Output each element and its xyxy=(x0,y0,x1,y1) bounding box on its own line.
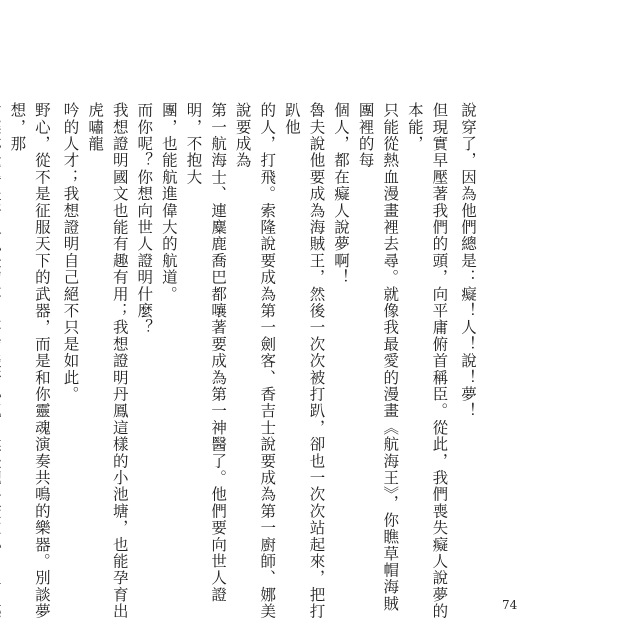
paragraph-5: 我想證明國文也能有趣有用；我想證明丹鳳這樣的小池塘，也能孕育出虎嘯龍 吟的人才；我想證明自己絕不只是如此。 xyxy=(61,102,129,620)
paragraph-6: 野心，從不是征服天下的武器，而是和你靈魂演奏共鳴的樂器。別談夢想，那 xyxy=(8,102,51,620)
vertical-text-body xyxy=(0,102,480,622)
paragraph-3: 魯夫說他要成為海賊王，然後一次次被打趴，卻也一次次站起來，把打趴他 的人，打飛。索隆說要成為第一劍客、香吉士說要成為第一廚師、娜美說要成為 第一航海士、連麋鹿喬巴都嚷著要成為第一神醫了。他們要向世人證明，不抱大 團，也能航進偉大的航道。 xyxy=(159,102,326,620)
paragraph-1: 說穿了，因為他們總是：癡！人！說！夢！ xyxy=(459,102,477,420)
paragraph-4: 而你呢？你想向世人證明什麼？ xyxy=(135,102,154,336)
paragraph-2: 但現實早壓著我們的頭，向平庸俯首稱臣。從此，我們喪失癡人說夢的本能， 只能從熱血漫畫裡去尋。就像我最愛的漫畫《航海王》，你瞧草帽海賊團裡的每 個人，都在癡人說夢啊！ xyxy=(332,102,449,620)
page-number: 74 xyxy=(502,598,518,612)
